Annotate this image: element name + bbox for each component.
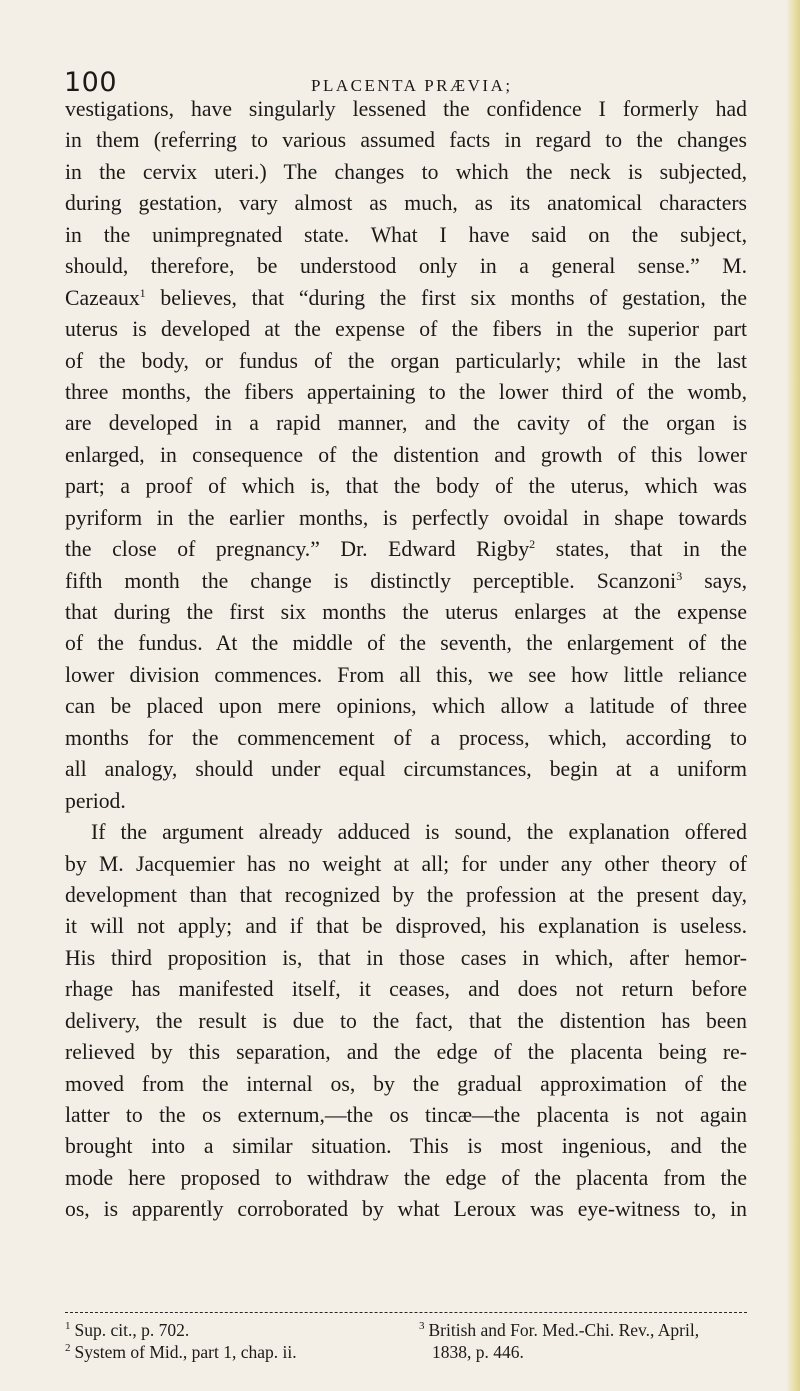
footnote-1 xyxy=(65,1319,395,1341)
text-line: should, therefore, be understood only in a general sense.” M. xyxy=(65,254,747,279)
text-segment: believes, that “during the first six months of gestation, the xyxy=(160,285,747,310)
text-line: are developed in a rapid manner, and the cavity of the organ is xyxy=(65,411,747,436)
text-line: pyriform in the earlier months, is perfectly ovoidal in shape towards xyxy=(65,505,747,530)
text-line xyxy=(65,283,747,314)
footnote-2 xyxy=(65,1341,395,1363)
text-line: that during the first six months the uterus enlarges at the expense xyxy=(65,600,747,624)
author-cazeaux: Cazeaux xyxy=(65,285,140,310)
text-line: development than that recognized by the profession at the present day, xyxy=(65,882,747,907)
running-title: PLACENTA PRÆVIA; xyxy=(311,76,513,95)
footnote-ref-3: 3 xyxy=(676,568,683,583)
text-segment: fifth month the change is distinctly perceptible. Scanzoni xyxy=(65,568,677,593)
footnote-3 xyxy=(419,1319,749,1341)
text-line: in the cervix uteri.) The changes to which the neck is subjected, xyxy=(65,159,747,184)
text-line: by M. Jacquemier has no weight at all; for under any other theory of xyxy=(65,851,747,876)
text-line: can be placed upon mere opinions, which allow a latitude of three xyxy=(65,694,747,719)
footnote-ref-2: 2 xyxy=(529,537,536,552)
text-line: latter to the os externum,—the os tincæ—the placenta is not again xyxy=(65,1103,747,1127)
page-number: 100 xyxy=(64,67,118,98)
text-line: of the fundus. At the middle of the seventh, the enlargement of the xyxy=(65,631,747,656)
footnote-ref-1: 1 xyxy=(139,285,146,300)
text-line: His third proposition is, that in those cases in which, after hemor- xyxy=(65,945,747,970)
text-segment: the close of pregnancy.” Dr. Edward Rigby xyxy=(65,537,530,562)
text-line: enlarged, in consequence of the distention and growth of this lower xyxy=(65,442,747,467)
text-line: lower division commences. From all this, we see how little reliance xyxy=(65,662,747,687)
body-text xyxy=(65,94,747,1226)
text-line: all analogy, should under equal circumstances, begin at a uniform xyxy=(65,757,747,782)
text-line: rhage has manifested itself, it ceases, and does not return before xyxy=(65,977,747,1002)
footnotes-left-column xyxy=(65,1319,395,1363)
footnotes-right-column xyxy=(419,1319,749,1363)
text-line xyxy=(65,534,747,565)
text-line: moved from the internal os, by the gradual approximation of the xyxy=(65,1071,747,1096)
text-line: three months, the fibers appertaining to the lower third of the womb, xyxy=(65,379,747,404)
text-line: during gestation, vary almost as much, as its anatomical characters xyxy=(65,191,747,216)
footnote-number: 2 xyxy=(65,1342,71,1354)
text-line: in the unimpregnated state. What I have said on the subject, xyxy=(65,222,747,247)
footnote-number: 3 xyxy=(419,1320,425,1332)
footnote-text: British and For. Med.-Chi. Rev., April, xyxy=(428,1320,700,1340)
text-line: uterus is developed at the expense of the fibers in the superior part xyxy=(65,317,747,342)
text-segment: states, that in the xyxy=(535,537,747,562)
text-line: it will not apply; and if that be disproved, his explanation is useless. xyxy=(65,914,747,939)
text-line: months for the commencement of a process, which, according to xyxy=(65,725,747,750)
text-line xyxy=(65,566,747,597)
footnote-number: 1 xyxy=(65,1320,71,1332)
text-line: in them (referring to various assumed facts in regard to the changes xyxy=(65,128,747,153)
text-line: delivery, the result is due to the fact, that the distention has been xyxy=(65,1008,747,1033)
footnote-divider xyxy=(65,1312,747,1313)
text-line: of the body, or fundus of the organ particularly; while in the last xyxy=(65,348,747,373)
text-line: relieved by this separation, and the edge of the placenta being re- xyxy=(65,1040,747,1065)
text-line: period. xyxy=(65,788,126,813)
text-line: If the argument already adduced is sound, the explanation offered xyxy=(91,820,747,845)
text-segment: says, xyxy=(682,568,747,593)
footnote-text: System of Mid., part 1, chap. ii. xyxy=(74,1342,297,1362)
page-edge-shading xyxy=(786,0,800,1391)
text-line: part; a proof of which is, that the body of the uterus, which was xyxy=(65,474,747,499)
footnote-3-continued: 1838, p. 446. xyxy=(432,1342,524,1362)
text-line: brought into a similar situation. This is most ingenious, and the xyxy=(65,1134,747,1159)
text-line: vestigations, have singularly lessened the confidence I formerly had xyxy=(65,97,747,121)
footnote-text: Sup. cit., p. 702. xyxy=(74,1320,190,1340)
text-line: mode here proposed to withdraw the edge of the placenta from the xyxy=(65,1165,747,1190)
text-line: os, is apparently corroborated by what Leroux was eye-witness to, in xyxy=(65,1197,747,1222)
